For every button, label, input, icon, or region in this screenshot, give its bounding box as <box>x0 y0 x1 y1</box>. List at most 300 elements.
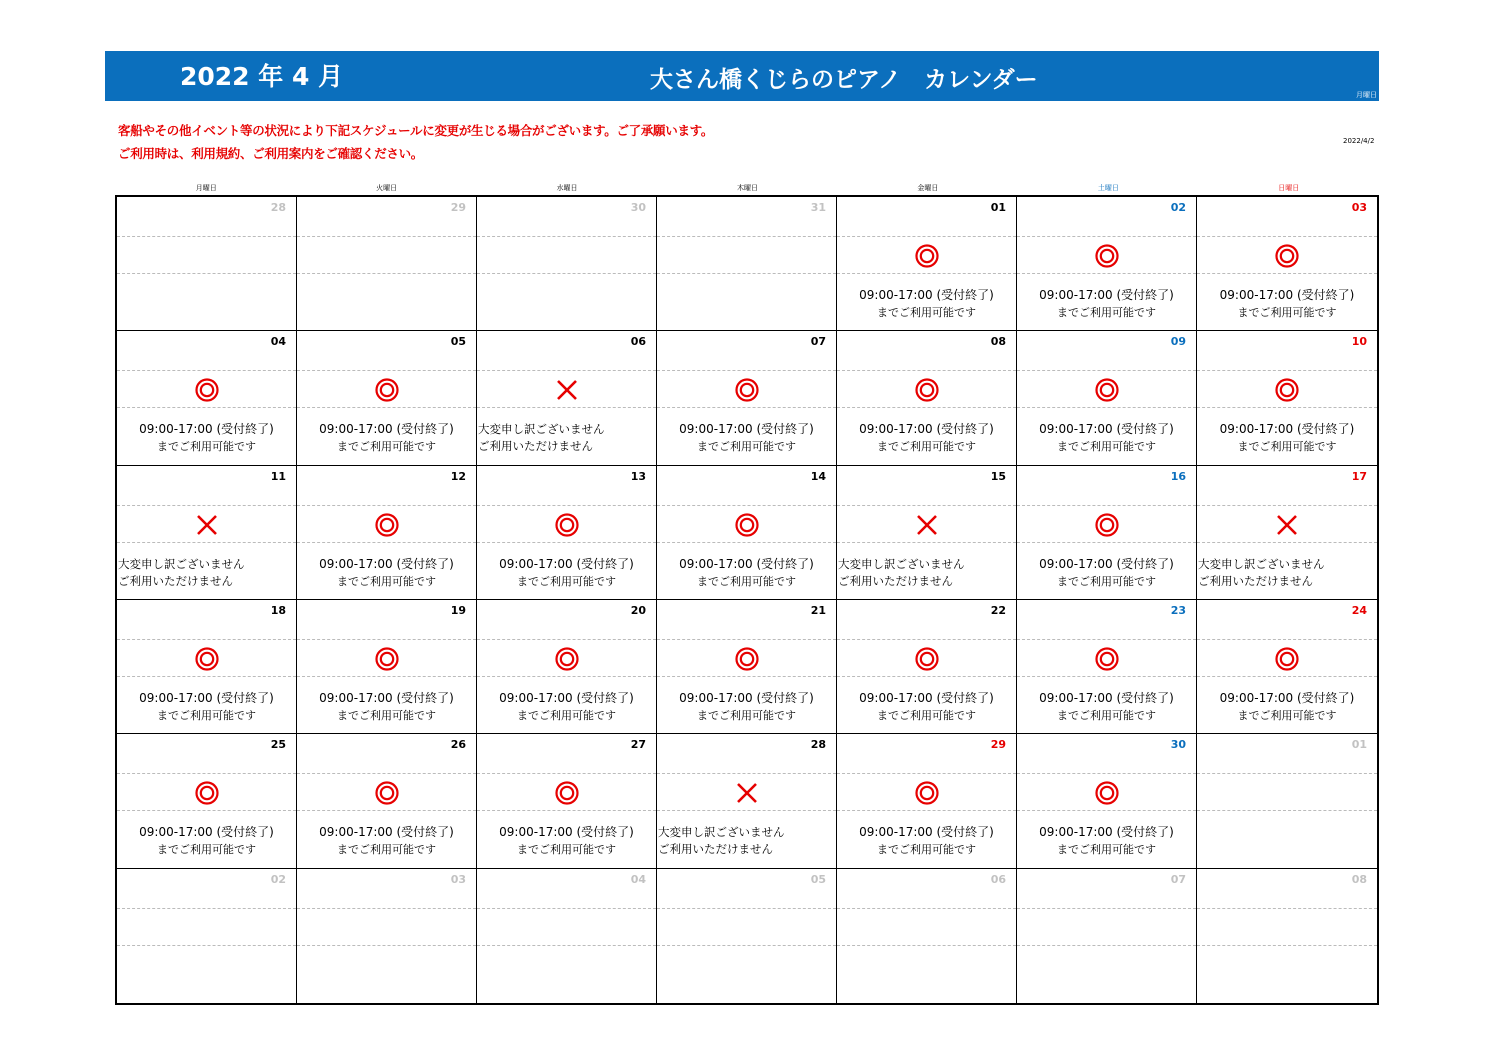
weekday-thu: 木曜日 <box>736 184 758 192</box>
cell-divider <box>657 273 836 274</box>
weekday-fri: 金曜日 <box>917 184 939 192</box>
day-number: 30 <box>630 201 646 214</box>
day-number: 03 <box>1351 201 1367 214</box>
cell-divider <box>657 945 836 946</box>
day-number: 24 <box>1351 603 1367 617</box>
cell-divider <box>1197 370 1377 371</box>
status-line-2: までご利用可能です <box>157 708 256 722</box>
cell-divider <box>297 370 476 371</box>
cell-divider <box>1197 505 1377 506</box>
weekday-wed: 水曜日 <box>556 184 578 192</box>
double-circle-icon <box>195 378 219 402</box>
status-line-2: までご利用可能です <box>1057 843 1156 857</box>
double-circle-icon <box>735 513 759 537</box>
day-number: 10 <box>1351 335 1367 349</box>
day-cell <box>837 734 1017 868</box>
day-number: 01 <box>1351 738 1367 752</box>
cell-divider <box>477 945 656 946</box>
cell-divider <box>477 236 656 237</box>
day-number: 06 <box>990 872 1006 886</box>
status-line-2: までご利用可能です <box>517 843 616 857</box>
status-line-2: までご利用可能です <box>157 440 256 454</box>
day-number: 05 <box>810 872 826 886</box>
day-cell <box>837 197 1017 331</box>
double-circle-icon <box>1275 244 1299 268</box>
day-number: 30 <box>1170 738 1186 752</box>
day-number: 26 <box>450 738 466 752</box>
open-hours-text <box>297 556 476 590</box>
cell-divider <box>117 676 296 677</box>
day-cell <box>1197 869 1377 1003</box>
status-line-2: までご利用可能です <box>337 574 436 588</box>
cell-divider <box>657 810 836 811</box>
open-hours-text <box>657 556 836 590</box>
cell-divider <box>477 810 656 811</box>
open-hours-text <box>477 824 656 858</box>
cell-divider <box>297 945 476 946</box>
cell-divider <box>297 810 476 811</box>
day-cell <box>837 600 1017 734</box>
open-hours-text <box>117 824 296 858</box>
status-line-1: 09:00-17:00 (受付終了) <box>859 825 994 840</box>
closed-text <box>1197 556 1377 590</box>
updated-date: 2022/4/2 <box>1343 137 1375 145</box>
double-circle-icon <box>195 647 219 671</box>
open-hours-text <box>1017 421 1196 455</box>
status-line-1: 09:00-17:00 (受付終了) <box>1039 825 1174 840</box>
cell-divider <box>477 676 656 677</box>
day-number: 01 <box>990 201 1006 214</box>
cross-icon <box>735 781 759 805</box>
day-number: 22 <box>990 603 1006 617</box>
status-line-2: までご利用可能です <box>337 843 436 857</box>
day-cell <box>1197 197 1377 331</box>
cell-divider <box>837 273 1016 274</box>
cross-icon <box>1275 513 1299 537</box>
status-line-1: 09:00-17:00 (受付終了) <box>139 825 274 840</box>
cell-divider <box>1017 810 1196 811</box>
status-line-1: 09:00-17:00 (受付終了) <box>1219 288 1355 302</box>
day-number: 09 <box>1170 335 1186 349</box>
closed-text <box>837 556 1016 590</box>
day-cell <box>117 600 297 734</box>
status-line-2: までご利用可能です <box>1057 440 1156 454</box>
day-number: 29 <box>990 738 1006 752</box>
cell-divider <box>297 273 476 274</box>
cell-divider <box>837 773 1016 774</box>
day-cell <box>1017 197 1197 331</box>
cell-divider <box>1197 908 1377 909</box>
day-number: 18 <box>270 603 286 617</box>
day-number: 12 <box>450 469 466 483</box>
open-hours-text <box>117 690 296 724</box>
day-number: 14 <box>810 469 826 483</box>
double-circle-icon <box>1095 378 1119 402</box>
cell-divider <box>1017 407 1196 408</box>
double-circle-icon <box>195 781 219 805</box>
double-circle-icon <box>915 244 939 268</box>
double-circle-icon <box>735 647 759 671</box>
double-circle-icon <box>375 781 399 805</box>
cell-divider <box>297 676 476 677</box>
double-circle-icon <box>1095 781 1119 805</box>
day-number: 07 <box>1170 872 1186 886</box>
day-cell <box>1017 600 1197 734</box>
cell-divider <box>117 810 296 811</box>
status-line-2: までご利用可能です <box>697 708 796 722</box>
day-cell <box>837 331 1017 465</box>
status-line-1: 大変申し訳ございません <box>838 556 965 571</box>
status-line-2: までご利用可能です <box>1237 440 1337 454</box>
month-title: 2022 年 4 月 <box>180 62 344 91</box>
day-number: 03 <box>450 872 466 886</box>
open-hours-text <box>1197 690 1377 724</box>
open-hours-text <box>1017 690 1196 724</box>
day-number: 06 <box>630 335 646 349</box>
cell-divider <box>297 773 476 774</box>
cell-divider <box>297 407 476 408</box>
day-number: 07 <box>810 335 826 349</box>
cell-divider <box>1017 773 1196 774</box>
day-cell <box>477 331 657 465</box>
day-cell <box>477 734 657 868</box>
double-circle-icon <box>1275 378 1299 402</box>
day-cell <box>117 331 297 465</box>
day-number: 21 <box>810 603 826 617</box>
status-line-1: 09:00-17:00 (受付終了) <box>499 690 634 705</box>
open-hours-text <box>477 556 656 590</box>
status-line-1: 09:00-17:00 (受付終了) <box>139 422 274 437</box>
cell-divider <box>1017 273 1196 274</box>
day-number: 04 <box>630 872 646 886</box>
status-line-2: までご利用可能です <box>1057 574 1156 588</box>
day-number: 29 <box>450 201 466 214</box>
status-line-1: 09:00-17:00 (受付終了) <box>1039 690 1174 705</box>
status-line-1: 09:00-17:00 (受付終了) <box>859 288 994 302</box>
cell-divider <box>1197 945 1377 946</box>
day-cell <box>297 466 477 600</box>
status-line-1: 大変申し訳ございません <box>478 422 605 437</box>
day-number: 19 <box>450 603 466 617</box>
cell-divider <box>1017 505 1196 506</box>
day-number: 16 <box>1170 469 1186 483</box>
day-cell <box>117 869 297 1003</box>
day-cell <box>477 197 657 331</box>
cell-divider <box>297 908 476 909</box>
status-line-1: 09:00-17:00 (受付終了) <box>319 825 454 840</box>
calendar-title: 大さん橋くじらのピアノ カレンダー <box>650 67 1038 93</box>
status-line-2: までご利用可能です <box>337 708 436 722</box>
open-hours-text <box>297 690 476 724</box>
cell-divider <box>1017 370 1196 371</box>
day-number: 02 <box>1170 201 1186 214</box>
cross-icon <box>195 513 219 537</box>
open-hours-text <box>477 690 656 724</box>
day-number: 20 <box>630 603 646 617</box>
status-line-1: 09:00-17:00 (受付終了) <box>319 690 454 705</box>
day-cell <box>1017 331 1197 465</box>
cell-divider <box>837 505 1016 506</box>
double-circle-icon <box>555 513 579 537</box>
status-line-2: までご利用可能です <box>337 440 436 454</box>
cell-divider <box>1197 810 1377 811</box>
open-hours-text <box>117 421 296 455</box>
cell-divider <box>117 639 296 640</box>
day-cell <box>837 869 1017 1003</box>
cell-divider <box>657 370 836 371</box>
day-number: 23 <box>1170 603 1186 617</box>
day-number: 04 <box>270 335 286 349</box>
cell-divider <box>657 236 836 237</box>
status-line-2: までご利用可能です <box>877 843 976 857</box>
cell-divider <box>117 945 296 946</box>
status-line-2: までご利用可能です <box>1237 306 1337 319</box>
cell-divider <box>657 505 836 506</box>
double-circle-icon <box>735 378 759 402</box>
open-hours-text <box>1017 556 1196 590</box>
cell-divider <box>837 639 1016 640</box>
status-line-1: 大変申し訳ございません <box>658 825 785 840</box>
double-circle-icon <box>375 378 399 402</box>
status-line-1: 09:00-17:00 (受付終了) <box>319 422 454 437</box>
cell-divider <box>1197 676 1377 677</box>
day-number: 25 <box>270 738 286 752</box>
double-circle-icon <box>1275 647 1299 671</box>
cell-divider <box>837 676 1016 677</box>
cell-divider <box>657 407 836 408</box>
cell-divider <box>117 908 296 909</box>
day-cell <box>477 466 657 600</box>
day-cell <box>1197 466 1377 600</box>
day-cell <box>297 734 477 868</box>
cell-divider <box>657 908 836 909</box>
cell-divider <box>117 407 296 408</box>
weekday-sat: 土曜日 <box>1097 184 1119 192</box>
status-line-1: 09:00-17:00 (受付終了) <box>499 825 634 840</box>
status-line-1: 09:00-17:00 (受付終了) <box>679 690 814 705</box>
double-circle-icon <box>375 513 399 537</box>
day-number: 27 <box>630 738 646 752</box>
day-number: 05 <box>450 335 466 349</box>
cell-divider <box>477 273 656 274</box>
status-line-1: 大変申し訳ございません <box>1198 556 1325 571</box>
cell-divider <box>1197 773 1377 774</box>
weekday-header-row <box>116 182 1379 194</box>
day-number: 31 <box>810 201 826 214</box>
status-line-1: 09:00-17:00 (受付終了) <box>499 556 634 571</box>
cell-divider <box>837 945 1016 946</box>
cell-divider <box>1017 908 1196 909</box>
day-cell <box>1017 466 1197 600</box>
day-cell <box>117 734 297 868</box>
day-cell <box>477 600 657 734</box>
status-line-1: 09:00-17:00 (受付終了) <box>859 422 994 437</box>
status-line-2: ご利用いただけません <box>478 439 593 454</box>
day-cell <box>1197 600 1377 734</box>
day-number: 08 <box>990 335 1006 349</box>
status-line-2: までご利用可能です <box>697 440 796 454</box>
cell-divider <box>297 505 476 506</box>
cell-divider <box>297 639 476 640</box>
day-cell <box>1017 869 1197 1003</box>
day-cell <box>837 466 1017 600</box>
status-line-1: 09:00-17:00 (受付終了) <box>679 422 814 437</box>
day-cell <box>657 197 837 331</box>
cell-divider <box>1017 639 1196 640</box>
open-hours-text <box>657 421 836 455</box>
cell-divider <box>1197 542 1377 543</box>
cell-divider <box>477 505 656 506</box>
cell-divider <box>837 542 1016 543</box>
cell-divider <box>117 273 296 274</box>
cell-divider <box>837 370 1016 371</box>
cell-divider <box>477 542 656 543</box>
status-line-2: までご利用可能です <box>877 440 976 454</box>
status-line-2: までご利用可能です <box>697 574 796 588</box>
double-circle-icon <box>1095 244 1119 268</box>
status-line-1: 大変申し訳ございません <box>118 556 245 571</box>
cell-divider <box>657 676 836 677</box>
status-line-2: までご利用可能です <box>517 708 616 722</box>
status-line-1: 09:00-17:00 (受付終了) <box>1039 288 1174 302</box>
status-line-1: 09:00-17:00 (受付終了) <box>1039 556 1174 571</box>
cell-divider <box>837 407 1016 408</box>
open-hours-text <box>1197 287 1377 321</box>
status-line-2: までご利用可能です <box>1237 708 1337 722</box>
double-circle-icon <box>1095 513 1119 537</box>
status-line-2: までご利用可能です <box>1057 306 1156 319</box>
day-cell <box>1017 734 1197 868</box>
cell-divider <box>477 407 656 408</box>
cell-divider <box>837 236 1016 237</box>
status-line-1: 09:00-17:00 (受付終了) <box>1219 422 1355 437</box>
cross-icon <box>555 378 579 402</box>
cell-divider <box>117 370 296 371</box>
day-cell <box>657 600 837 734</box>
cell-divider <box>117 773 296 774</box>
double-circle-icon <box>555 781 579 805</box>
cell-divider <box>1017 236 1196 237</box>
day-cell <box>117 197 297 331</box>
double-circle-icon <box>915 378 939 402</box>
status-line-2: までご利用可能です <box>877 306 976 319</box>
double-circle-icon <box>915 781 939 805</box>
cell-divider <box>477 908 656 909</box>
cell-divider <box>117 505 296 506</box>
open-hours-text <box>1017 287 1196 321</box>
cell-divider <box>117 236 296 237</box>
cell-divider <box>657 542 836 543</box>
status-line-2: までご利用可能です <box>157 843 256 857</box>
open-hours-text <box>1017 824 1196 858</box>
header-weekday-note: 月曜日 <box>1356 91 1377 99</box>
double-circle-icon <box>555 647 579 671</box>
closed-text <box>117 556 296 590</box>
status-line-2: までご利用可能です <box>877 708 976 722</box>
day-number: 02 <box>270 872 286 886</box>
cell-divider <box>477 773 656 774</box>
cell-divider <box>477 639 656 640</box>
weekday-mon: 月曜日 <box>195 184 217 192</box>
status-line-1: 09:00-17:00 (受付終了) <box>859 690 994 705</box>
open-hours-text <box>657 690 836 724</box>
day-number: 15 <box>990 469 1006 483</box>
double-circle-icon <box>1095 647 1119 671</box>
notice-line-1: 客船やその他イベント等の状況により下記スケジュールに変更が生じる場合がございます。ご了承願います。 <box>118 123 714 138</box>
cell-divider <box>1197 639 1377 640</box>
closed-text <box>657 824 836 858</box>
day-number: 13 <box>630 469 646 483</box>
day-cell <box>1197 331 1377 465</box>
cell-divider <box>1017 945 1196 946</box>
day-cell <box>1197 734 1377 868</box>
status-line-1: 09:00-17:00 (受付終了) <box>679 556 814 571</box>
status-line-2: までご利用可能です <box>517 574 616 588</box>
day-cell <box>297 331 477 465</box>
double-circle-icon <box>375 647 399 671</box>
day-number: 08 <box>1351 872 1367 886</box>
cell-divider <box>297 236 476 237</box>
day-cell <box>477 869 657 1003</box>
calendar-grid <box>115 195 1379 1005</box>
status-line-1: 09:00-17:00 (受付終了) <box>1039 422 1174 437</box>
cell-divider <box>837 908 1016 909</box>
open-hours-text <box>837 287 1016 321</box>
cross-icon <box>915 513 939 537</box>
open-hours-text <box>837 421 1016 455</box>
status-line-2: ご利用いただけません <box>118 573 233 588</box>
double-circle-icon <box>915 647 939 671</box>
status-line-1: 09:00-17:00 (受付終了) <box>319 556 454 571</box>
cell-divider <box>117 542 296 543</box>
cell-divider <box>1197 273 1377 274</box>
cell-divider <box>1017 676 1196 677</box>
cell-divider <box>1197 407 1377 408</box>
day-cell <box>297 197 477 331</box>
cell-divider <box>297 542 476 543</box>
status-line-1: 09:00-17:00 (受付終了) <box>1219 690 1355 705</box>
open-hours-text <box>297 824 476 858</box>
cell-divider <box>837 810 1016 811</box>
day-cell <box>297 600 477 734</box>
day-cell <box>657 331 837 465</box>
cell-divider <box>657 773 836 774</box>
closed-text <box>477 421 656 455</box>
day-number: 11 <box>270 469 286 483</box>
open-hours-text <box>837 824 1016 858</box>
status-line-2: ご利用いただけません <box>1198 573 1313 588</box>
open-hours-text <box>1197 421 1377 455</box>
day-cell <box>657 869 837 1003</box>
day-number: 28 <box>810 738 826 752</box>
open-hours-text <box>837 690 1016 724</box>
day-number: 17 <box>1351 469 1367 483</box>
day-number: 28 <box>270 201 286 214</box>
day-cell <box>657 466 837 600</box>
open-hours-text <box>297 421 476 455</box>
weekday-tue: 火曜日 <box>376 184 398 192</box>
status-line-2: ご利用いただけません <box>838 573 953 588</box>
status-line-1: 09:00-17:00 (受付終了) <box>139 690 274 705</box>
calendar-header <box>105 51 1379 101</box>
day-cell <box>117 466 297 600</box>
cell-divider <box>657 639 836 640</box>
status-line-2: ご利用いただけません <box>658 842 773 857</box>
cell-divider <box>477 370 656 371</box>
cell-divider <box>1197 236 1377 237</box>
cell-divider <box>1017 542 1196 543</box>
day-cell <box>657 734 837 868</box>
